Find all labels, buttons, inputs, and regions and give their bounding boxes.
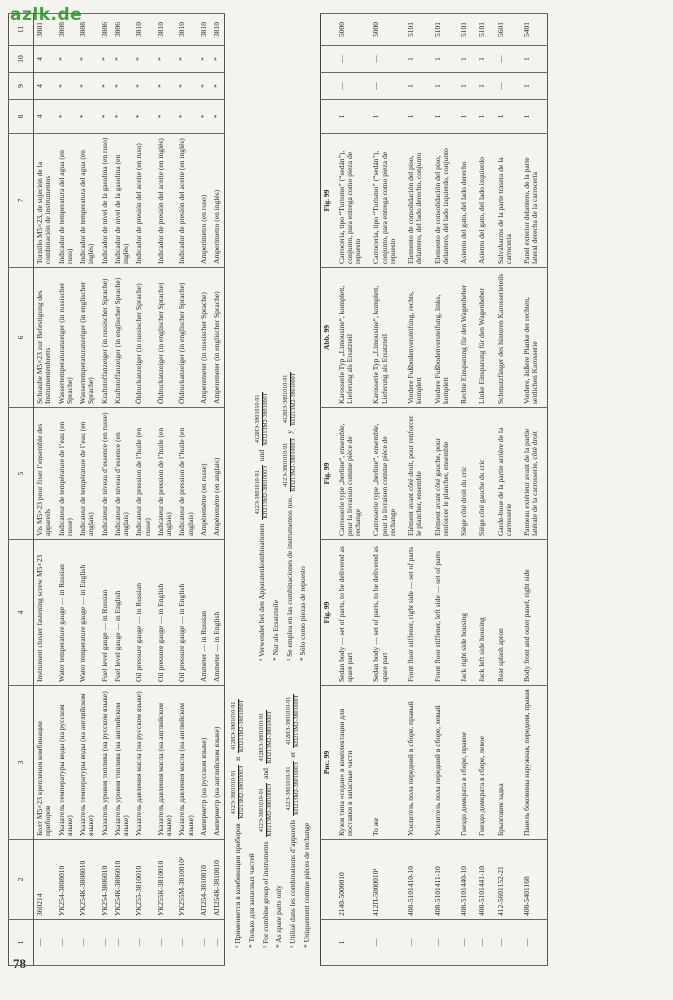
table-row [457,14,475,966]
cell-qty-10: * [198,46,211,73]
cell-item-no: — [155,920,177,966]
cell-item-no: — [56,920,78,966]
cell-group: 3801 [34,14,56,46]
col-header-9: 9 [9,73,34,100]
cell-name-en: Water temperature gauge — in Russian [56,540,78,686]
cell-name-es: Indicador de nivel de la gasolina (en ruso) [99,134,112,268]
cell-name-fr: Garde-boue de la partie arrière de la carrosserie [494,408,521,540]
cell-name-fr: Indicateur de température de l’eau (en russe) [56,408,78,540]
cell-name-en: Fuel level gauge — in English [112,540,134,686]
part-number-fraction: 412Э-3801010-91 КП213М2-3801000Э [255,465,270,519]
footnote-es-sup [283,41,298,661]
footnotes-de-es [255,41,310,661]
cell-part-number: 408-5101410-10 [404,840,431,920]
cell-item-no: — [211,920,225,966]
cell-qty-9: * [77,73,99,100]
table-row [431,14,458,966]
cell-name-fr: Panneau extérieur avant de la partie latérale de la carrosserie, côté droit [520,408,547,540]
footnote-en-sup [259,648,274,948]
cell-name-ru: Указатель уровня топлива (на русском языке) [99,686,112,840]
column-number-header-row [9,14,34,966]
footnote-text: ¹ Применяется в комбинации приборов [233,823,243,948]
page-number: 78 [13,956,26,971]
footnote-fr-sup [286,648,301,948]
cell-name-de: Amperemeter (in englischer Sprache) [211,268,225,408]
cell-part-number: 408-5101411-10 [431,840,458,920]
cell-qty-8: * [176,100,198,134]
cell-qty-10: * [56,46,78,73]
cell-name-fr: Ampèremètre (en anglais) [211,408,225,540]
part-number-fraction: 412Э-3801010-91 КП213М2-3801000Э [286,762,300,815]
cell-qty-9: 4 [34,73,56,100]
cell-name-es: Tornillo M5×23, de sujeción de la combinación de instrumentos [34,134,56,268]
cell-qty-9: 1 [431,73,458,100]
table-row [494,14,521,966]
part-number-fraction: 412ИЭ-3801010-91 КП213М2-3801000Т [258,710,273,764]
footnote-ru-sup [231,648,246,948]
cell-name-de: Karosserie Typ „Limousine“, komplett, Lieferung als Ersatzteil [335,268,370,408]
cell-qty-9: 1 [457,73,475,100]
cell-qty-10: * [211,46,225,73]
cell-name-ru: Панель боковины наружная, передняя, правая [520,686,547,840]
cell-part-number: УК254К-3806010 [112,840,134,920]
cell-name-es: Indicador de nivel de la gasolina (en inglés) [112,134,134,268]
cell-qty-8: 1 [369,100,404,134]
cell-name-de: Wassertemperaturanzeiger (in russischer Sprache) [56,268,78,408]
col-header-7: 7 [9,134,34,268]
cell-name-ru: То же [369,686,404,840]
part-number-fraction: 412ИЭ-3801010-91 КП213М2-3801000Т [231,699,246,753]
part-number-fraction: 412ИЭ-3801010-91 КП213М2-3801000Т [286,694,300,748]
table-row [475,14,493,966]
cell-part-number: УК254-3806010 [99,840,112,920]
parts-table-section-2 [320,13,547,966]
cell-name-en: Oil pressure gauge — in English [176,540,198,686]
cell-item-no: — [133,920,155,966]
cell-qty-8: 1 [520,100,547,134]
col-header-10: 10 [9,46,34,73]
figure-label-de: Abb. 99 [321,268,335,408]
cell-group: 5101 [475,14,493,46]
cell-group: 3806 [99,14,112,46]
cell-name-es: Asiento del gato, del lado derecho [457,134,475,268]
table-row [198,14,211,966]
footnote-en-star: * As spare parts only [274,885,284,948]
cell-qty-8: 1 [431,100,458,134]
watermark-text: azlk.de [10,5,83,25]
cell-part-number: 2140-5000010 [335,840,370,920]
cell-name-es: Indicador de temperatura del agua (en ruso) [56,134,78,268]
cell-name-es: Elemento de consolidación del piso, delantero, del lado izquierdo, conjunto [431,134,458,268]
footnote-de-sup [255,41,270,661]
cell-qty-9: * [133,73,155,100]
cell-qty-8: * [155,100,177,134]
cell-qty-10: 1 [457,46,475,73]
cell-name-ru: Указатель давления масла (на английском языке) [176,686,198,840]
cell-qty-10: 1 [431,46,458,73]
cell-part-number: УК255К-3810010 [155,840,177,920]
rotated-table-area [8,14,658,966]
cell-qty-9: 1 [520,73,547,100]
cell-name-de: Vordere Fußbodenversteifung, links, komplett [431,268,458,408]
cell-group: 3808 [77,14,99,46]
cell-name-ru: Болт М5×23 крепления комбинации приборов [34,686,56,840]
cell-qty-10: — [494,46,521,73]
footnote-text: ¹ Utilisé dans les combinaisons d’appareils [288,819,298,948]
cell-name-de: Amperemeter (in russischer Sprache) [198,268,211,408]
cell-item-no: — [494,920,521,966]
col-header-6: 6 [9,268,34,408]
cell-qty-9: 1 [475,73,493,100]
cell-name-ru: Указатель давления масла (на русском языке) [133,686,155,840]
cell-name-de: Schraube M5×23 zur Befestigung des Instrumentenbretts [34,268,56,408]
cell-name-de: Linke Einsparung für den Wagenheber [475,268,493,408]
cell-name-fr: Indicateur de pression de l’huile (en russe) [133,408,155,540]
cell-name-es: Carrocería, tipo “Turismo” (“sedán”), conjunto, para entrega como pieza de repuesto [369,134,404,268]
figure-label-ru: Рис. 99 [321,686,335,840]
cell-name-es: Carrocería, tipo “Turismo” (“sedán”), conjunto, para entrega como pieza de repuesto [335,134,370,268]
part-number-fraction: 412Э-3801010-91 КП213М2-3801000Э [282,438,297,492]
cell-name-ru: Указатель температуры воды (на русском языке) [56,686,78,840]
cell-name-ru: Указатель давления масла (на английском языке) [155,686,177,840]
conjunction: et [288,751,298,758]
cell-name-fr: Vis M5×23 pour fixer l’ensemble des appareils [34,408,56,540]
cell-name-fr: Elément avant côté droit, pour renforcer le plancher, ensemble [404,408,431,540]
cell-name-ru: Указатель уровня топлива (на английском языке) [112,686,134,840]
cell-qty-10: * [133,46,155,73]
cell-name-fr: Elément avant côté gauche, pour renforcer le plancher, ensemble [431,408,458,540]
cell-qty-9: * [155,73,177,100]
cell-name-de: Öldruckanzeiger (in russischer Sprache) [133,268,155,408]
cell-item-no: — [404,920,431,966]
cell-name-es: Panel exterior delantero, de la parte lateral derecha de la carrocería [520,134,547,268]
cell-qty-8: * [56,100,78,134]
figure-header-row [321,14,335,966]
cell-qty-10: * [99,46,112,73]
cell-name-de: Vordere, äußere Planke der rechten, seitlichen Karosserie [520,268,547,408]
part-number-fraction: 412Э-3801010-91 КП213М2-3801000Э [258,783,273,837]
cell-item-no: — [176,920,198,966]
cell-qty-8: * [112,100,134,134]
cell-item-no: — [34,920,56,966]
cell-name-de: Schmutzfänger des hinteren Karosserieteils [494,268,521,408]
cell-qty-10: * [176,46,198,73]
cell-part-number: 408-5401168 [520,840,547,920]
table-row [34,14,56,966]
footnote-fr-star: * Uniquement comme pièces de rechange [301,822,311,948]
part-number-fraction: 412Э-3801010-91 КП213М2-3801000Э [231,765,246,819]
cell-group: 5101 [457,14,475,46]
cell-name-fr: Carrosserie type „berline“, ensemble, pour la livraison comme pièce de rechange [369,408,404,540]
cell-qty-8: 1 [335,100,370,134]
cell-qty-9: * [99,73,112,100]
cell-item-no: — [112,920,134,966]
conjunction: и [233,756,243,761]
footnote-es-star: * Sólo como piezas de repuesto [298,566,308,661]
cell-qty-9: * [198,73,211,100]
cell-name-ru: Брызговик задка [494,686,521,840]
conjunction: und [257,449,267,462]
cell-qty-10: — [369,46,404,73]
cell-qty-9: 1 [404,73,431,100]
cell-qty-10: * [155,46,177,73]
cell-part-number: АП254-3810010 [198,840,211,920]
fig-empty [321,920,335,966]
cell-part-number: 412П-5000010¹ [369,840,404,920]
cell-item-no: — [457,920,475,966]
cell-group: 5101 [431,14,458,46]
cell-name-en: Fuel level gauge — in Russian [99,540,112,686]
cell-item-no: — [369,920,404,966]
footnote-text: ¹ Verwendet bei den Apparatenkombinationen [257,523,267,661]
cell-name-de: Öldruckanzeiger (in englischer Sprache) [176,268,198,408]
cell-name-de: Rechte Einsparung für den Wagenheber [457,268,475,408]
cell-name-en: Oil pressure gauge — in English [155,540,177,686]
cell-name-ru: Гнездо домкрата в сборе, левое [475,686,493,840]
cell-name-fr: Siège côté gauche du cric [475,408,493,540]
figure-label-fr: Fig. 99 [321,408,335,540]
cell-name-en: Ammeter — in Russian [198,540,211,686]
cell-item-no: — [198,920,211,966]
table-row [176,14,198,966]
cell-name-de: Vordere Fußbodenversteifung, rechts, komplett [404,268,431,408]
footnote-text: ¹ Se emplea en las combinaciones de instrumentos nos. [284,496,294,661]
cell-qty-9: — [369,73,404,100]
cell-qty-9: * [176,73,198,100]
cell-name-en: Sedan body — set of parts, to be delivered as spare part [369,540,404,686]
cell-name-de: Kraftstoffanzeiger (in englischer Sprache) [112,268,134,408]
cell-group: 5101 [404,14,431,46]
cell-name-es: Indicador de temperatura del agua (en inglés) [77,134,99,268]
footnote-text: ¹ For combine group of instruments [260,841,270,948]
cell-name-fr: Indicateur de température de l’eau (en anglais) [77,408,99,540]
table-row [133,14,155,966]
cell-qty-9: * [112,73,134,100]
cell-qty-10: 4 [34,46,56,73]
cell-name-ru: Усилитель пола передний в сборе, правый [404,686,431,840]
table-row [520,14,547,966]
cell-group: 5000 [369,14,404,46]
cell-group: 3810 [155,14,177,46]
cell-name-ru: Гнездо домкрата в сборе, правое [457,686,475,840]
cell-part-number: УК254К-3808010 [77,840,99,920]
cell-part-number: УК254-3808010 [56,840,78,920]
cell-item-no: — [475,920,493,966]
cell-name-es: Indicador de presión del aceite (en inglés) [155,134,177,268]
col-header-2: 2 [9,840,34,920]
cell-part-number: 408-5101440-10 [457,840,475,920]
cell-name-fr: Indicateur de pression de l’huile (en anglais) [155,408,177,540]
cell-part-number: УК255М-3810010¹ [176,840,198,920]
cell-qty-8: * [99,100,112,134]
cell-name-en: Instrument cluster fastening screw М5×23 [34,540,56,686]
cell-name-fr: Ampèremètre (en russe) [198,408,211,540]
col-header-3: 3 [9,686,34,840]
cell-name-ru: Амперметр (на русском языке) [198,686,211,840]
col-header-8: 8 [9,100,34,134]
cell-qty-10: 1 [475,46,493,73]
conjunction: and [260,768,270,779]
cell-name-es: Indicador de presión del aceite (en inglés) [176,134,198,268]
cell-item-no: — [99,920,112,966]
part-number-fraction: 412ИЭ-3801010-91 КП213М2-3801000Т [255,392,270,445]
cell-group: 3810 [176,14,198,46]
cell-group: 3810 [198,14,211,46]
cell-qty-9: * [56,73,78,100]
cell-qty-8: 1 [404,100,431,134]
cell-group: 5401 [520,14,547,46]
cell-qty-10: 1 [520,46,547,73]
part-number-fraction: 412ИЭ-3801010-91 КП213М2-3801000Т [282,372,297,426]
cell-name-de: Kraftstoffanzeiger (in russischer Sprache) [99,268,112,408]
cell-qty-8: 1 [494,100,521,134]
col-header-1: 1 [9,920,34,966]
fig-empty [321,840,335,920]
cell-name-de: Wassertemperaturanzeiger (in englischer Sprache) [77,268,99,408]
cell-name-es: Elemento de consolidación del piso, delantero, del lado derecho, conjunto [404,134,431,268]
footnotes-block [229,14,317,966]
cell-name-en: Oil pressure gauge — in Russian [133,540,155,686]
fig-empty [321,73,335,100]
cell-name-en: Body front and outer panel, right side [520,540,547,686]
cell-name-ru: Кузов типа «седан» в комплектации для поставки в запасные части [335,686,370,840]
cell-name-es: Asiento del gato, del lado izquierdo [475,134,493,268]
parts-table-section-1 [8,13,225,966]
table-row [335,14,370,966]
cell-item-no: — [77,920,99,966]
cell-group: 3810 [133,14,155,46]
cell-qty-10: — [335,46,370,73]
cell-group: 5000 [335,14,370,46]
cell-group: 3806 [112,14,134,46]
cell-name-ru: Амперметр (на английском языке) [211,686,225,840]
col-header-5: 5 [9,408,34,540]
footnotes-ru-en-fr [231,648,313,948]
fig-empty [321,46,335,73]
cell-qty-8: 1 [475,100,493,134]
cell-name-fr: Siège côté droit du cric [457,408,475,540]
fig-empty [321,100,335,134]
cell-name-en: Ammeter — in English [211,540,225,686]
cell-name-en: Front floor stiffener, left side — set of parts [431,540,458,686]
cell-name-es: Salvabarros de la parte trasera de la carrocería [494,134,521,268]
fig-empty [321,14,335,46]
cell-name-es: Amperímetro (en inglés) [211,134,225,268]
cell-qty-10: * [112,46,134,73]
cell-qty-8: 1 [457,100,475,134]
cell-qty-9: — [494,73,521,100]
table-row [369,14,404,966]
table-row [112,14,134,966]
footnote-ru-star: * Только для запасных частей [247,853,257,948]
table-row [211,14,225,966]
cell-name-en: Water temperature gauge — in English [77,540,99,686]
figure-label-en: Fig. 99 [321,540,335,686]
cell-name-de: Karosserie Typ „Limousine“, komplett, Lieferung als Ersatzteil [369,268,404,408]
cell-name-en: Jack right side housing [457,540,475,686]
cell-qty-8: * [198,100,211,134]
cell-item-no: — [431,920,458,966]
cell-part-number: 412-5601152-21 [494,840,521,920]
cell-name-fr: Indicateur de niveau d’essence (en russe) [99,408,112,540]
col-header-11: 11 [9,14,34,46]
cell-name-de: Öldruckanzeiger (in englischer Sprache) [155,268,177,408]
cell-qty-9: * [211,73,225,100]
cell-name-fr: Indicateur de pression de l’huile (en anglais) [176,408,198,540]
cell-qty-8: * [77,100,99,134]
cell-name-fr: Carrosserie type „berline“, ensemble, pour la livraison comme pièce de rechange [335,408,370,540]
cell-group: 3808 [56,14,78,46]
col-header-4: 4 [9,540,34,686]
table-row [99,14,112,966]
cell-name-es: Indicador de presión del aceite (en ruso) [133,134,155,268]
cell-part-number: АП254К-3810010 [211,840,225,920]
cell-name-fr: Indicateur de niveau d’essence (en anglais) [112,408,134,540]
cell-item-no: 1 [335,920,370,966]
cell-item-no: — [520,920,547,966]
cell-part-number: 408-5101441-10 [475,840,493,920]
cell-qty-10: 1 [404,46,431,73]
figure-label-es: Fig. 99 [321,134,335,268]
cell-name-en: Front floor stiffener, right side — set of parts [404,540,431,686]
cell-part-number: УК255-3810010 [133,840,155,920]
cell-qty-9: — [335,73,370,100]
table-row [77,14,99,966]
cell-name-en: Rear splash apron [494,540,521,686]
cell-part-number: 360214 [34,840,56,920]
cell-group: 5601 [494,14,521,46]
cell-qty-10: * [77,46,99,73]
cell-name-es: Amperímetro (en ruso) [198,134,211,268]
cell-name-ru: Усилитель пола передний в сборе, левый [431,686,458,840]
cell-name-en: Jack left side housing [475,540,493,686]
conjunction: y [284,429,294,434]
cell-group: 3810 [211,14,225,46]
cell-name-en: Sedan body — set of parts, to be delivered as spare part [335,540,370,686]
table-row [155,14,177,966]
cell-qty-8: * [133,100,155,134]
footnote-de-star: * Nur als Ersatzteile [271,599,281,661]
table-row [404,14,431,966]
cell-name-ru: Указатель температуры воды (на английском языке) [77,686,99,840]
cell-qty-8: 4 [34,100,56,134]
cell-qty-8: * [211,100,225,134]
table-row [56,14,78,966]
